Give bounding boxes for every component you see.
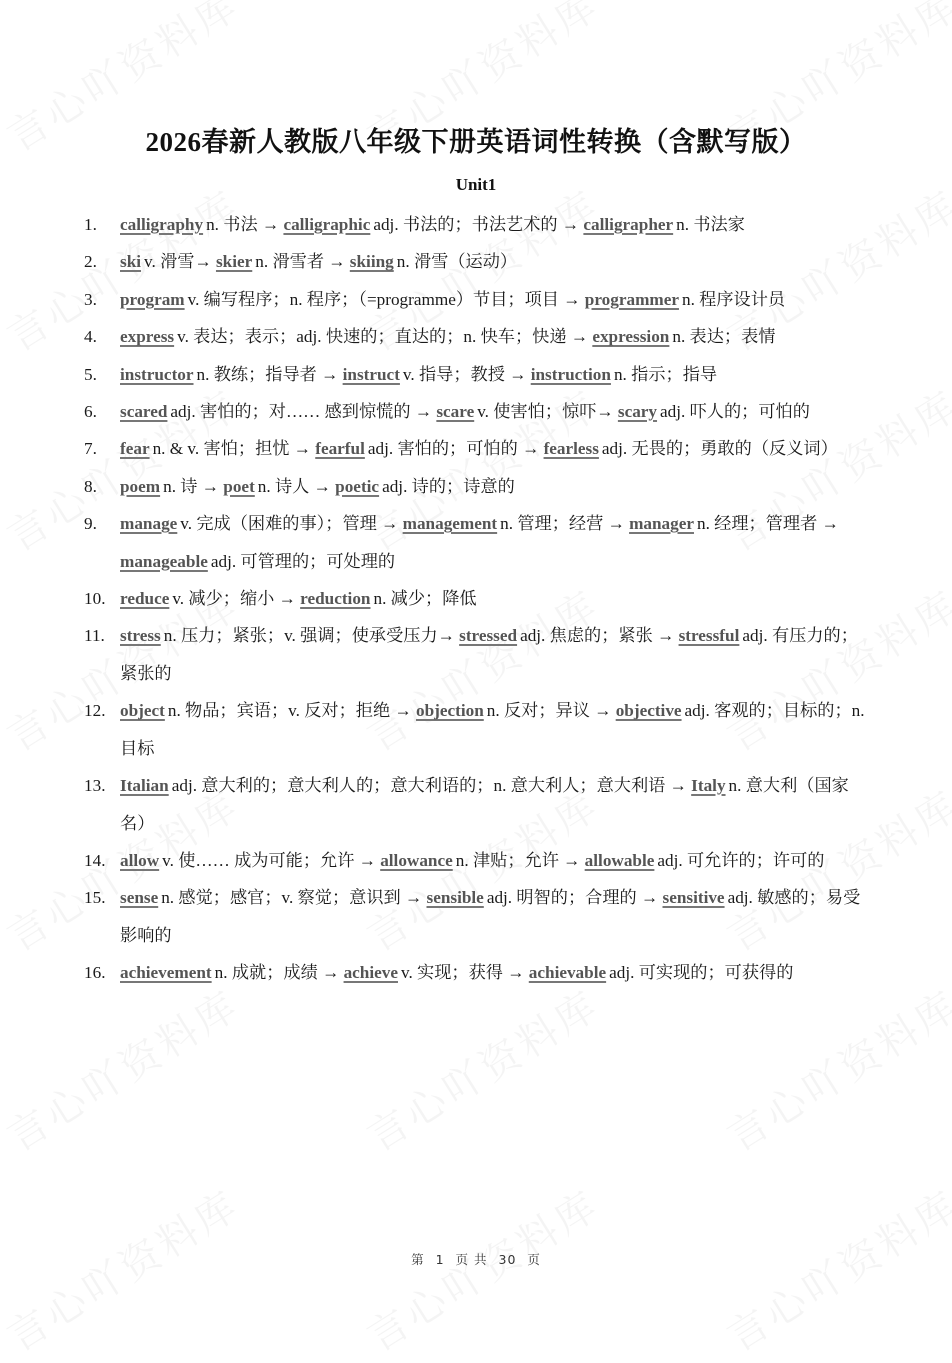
definition-text: n. 成就；成绩 → (214, 963, 340, 983)
answer-word: manageable (120, 551, 208, 571)
definition-text: v. 完成（困难的事）；管理 → (180, 514, 399, 534)
definition-text: n. 诗 → (163, 476, 219, 496)
definition-text: n. 表达；表情 (672, 327, 776, 347)
page-title: 2026春新人教版八年级下册英语词性转换（含默写版） (145, 127, 807, 157)
list-item (84, 842, 874, 879)
definition-text: n. 指示；指导 (613, 364, 718, 384)
answer-word: manage (120, 514, 178, 534)
answer-word: stress (120, 626, 161, 646)
item-number: 2. (84, 252, 97, 272)
list-item (84, 206, 874, 243)
item-number: 14. (84, 850, 106, 870)
answer-word: allowance (380, 850, 453, 870)
item-number: 15. (84, 888, 106, 908)
list-item (84, 505, 874, 580)
watermark-text (715, 974, 952, 1162)
answer-word: objection (415, 701, 484, 721)
list-item (84, 393, 874, 430)
answer-word: calligraphy (120, 215, 204, 234)
list-item (84, 879, 874, 954)
answer-word: fear (120, 439, 150, 459)
answer-word: poem (120, 476, 161, 496)
list-item (84, 318, 874, 355)
answer-word: objective (615, 701, 682, 721)
item-number: 12. (84, 701, 106, 721)
watermark-text (0, 1174, 249, 1362)
list-item (84, 356, 874, 393)
item-number: 16. (84, 963, 106, 983)
item-number: 7. (84, 439, 97, 459)
definition-text: n. & v. 害怕；担忧 → (152, 439, 311, 459)
item-number: 9. (84, 514, 97, 534)
watermark-text (355, 1174, 609, 1362)
definition-text: adj. 焦虑的；紧张 → (520, 626, 675, 646)
answer-word: scary (617, 402, 658, 422)
list-item (84, 767, 874, 842)
answer-word: Italian (120, 776, 169, 796)
list-item (84, 281, 874, 318)
definition-text: n. 教练；指导者 → (196, 364, 339, 384)
answer-word: object (120, 701, 165, 721)
answer-word: manager (629, 514, 694, 534)
footer-prefix: 第 (411, 1252, 425, 1267)
answer-word: achievable (528, 963, 607, 983)
watermark-text (0, 974, 249, 1162)
definition-text: n. 管理；经营 → (500, 514, 625, 534)
definition-text: adj. 可管理的；可处理的 (210, 551, 396, 571)
definition-text: adj. 有压力的；紧张的 (120, 626, 858, 683)
answer-word: scared (120, 402, 168, 422)
definition-text: adj. 无畏的；勇敢的（反义词） (601, 439, 838, 459)
definition-text: v. 减少；缩小 → (172, 589, 296, 609)
definition-text: n. 压力；紧张；v. 强调；使承受压力→ (163, 626, 455, 646)
definition-text: adj. 敏感的；易受影响的 (120, 888, 861, 945)
answer-word: Italy (691, 776, 726, 796)
item-number: 10. (84, 589, 106, 609)
current-page-number: 1 (435, 1252, 445, 1267)
definition-text: n. 书法 → (206, 215, 280, 234)
item-number: 8. (84, 476, 97, 496)
definition-text: n. 经理；管理者 → (696, 514, 839, 534)
item-number: 5. (84, 364, 97, 384)
answer-word: poet (223, 476, 255, 496)
definition-text: n. 减少；降低 (373, 589, 477, 609)
definition-text: n. 滑雪（运动） (396, 252, 518, 272)
answer-word: sensible (426, 888, 484, 908)
answer-word: ski (120, 252, 142, 272)
answer-word: management (402, 514, 498, 534)
definition-text: v. 使…… 成为可能；允许 → (162, 850, 376, 870)
definition-text: adj. 可实现的；可获得的 (609, 963, 794, 983)
definition-text: v. 表达；表示；adj. 快速的；直达的；n. 快车；快递 → (177, 327, 589, 347)
answer-word: reduction (300, 589, 371, 609)
definition-text: adj. 可允许的；许可的 (657, 850, 825, 870)
item-number: 3. (84, 289, 97, 309)
answer-word: program (120, 289, 185, 309)
answer-word: reduce (120, 589, 170, 609)
footer-suffix: 页 (527, 1252, 541, 1267)
item-number: 1. (84, 215, 97, 234)
answer-word: fearless (543, 439, 599, 459)
definition-text: n. 程序设计员 (681, 289, 786, 309)
definition-text: adj. 诗的；诗意的 (382, 476, 515, 496)
list-item (84, 617, 874, 692)
answer-word: allow (120, 850, 160, 870)
definition-text: adj. 害怕的；对…… 感到惊慌的 → (170, 402, 433, 422)
definition-text: adj. 吓人的；可怕的 (660, 402, 810, 422)
definition-text: v. 滑雪→ (144, 252, 212, 272)
answer-word: instruction (530, 364, 611, 384)
answer-word: calligrapher (583, 215, 674, 234)
answer-word: instruct (342, 364, 400, 384)
definition-text: n. 书法家 (676, 215, 745, 234)
answer-word: calligraphic (283, 215, 371, 234)
word-conversion-list (84, 206, 874, 992)
definition-text: v. 使害怕；惊吓→ (477, 402, 614, 422)
answer-word: fearful (315, 439, 365, 459)
answer-word: skiing (349, 252, 394, 272)
definition-text: adj. 害怕的；可怕的 → (367, 439, 544, 459)
definition-text: v. 指导；教授 → (402, 364, 527, 384)
definition-text: n. 意大利（国家名） (120, 776, 849, 833)
answer-word: poetic (335, 476, 380, 496)
page-footer (0, 1250, 952, 1268)
item-number: 6. (84, 402, 97, 422)
definition-text: n. 感觉；感官；v. 察觉；意识到 → (161, 888, 423, 908)
definition-text: v. 实现；获得 → (400, 963, 525, 983)
answer-word: stressed (459, 626, 518, 646)
answer-word: programmer (584, 289, 679, 309)
answer-word: expression (592, 327, 670, 347)
definition-text: n. 物品；宾语；v. 反对；拒绝 → (167, 701, 412, 721)
answer-word: scare (436, 402, 475, 422)
definition-text: adj. 客观的；目标的；n. 目标 (120, 701, 865, 758)
definition-text: adj. 书法的；书法艺术的 → (373, 215, 580, 234)
definition-text: v. 编写程序；n. 程序；（=programme）节目；项目 → (187, 289, 581, 309)
answer-word: achieve (343, 963, 398, 983)
definition-text: adj. 意大利的；意大利人的；意大利语的；n. 意大利人；意大利语 → (171, 776, 687, 796)
answer-word: allowable (584, 850, 655, 870)
list-item (84, 692, 874, 767)
watermark-text (715, 1174, 952, 1362)
answer-word: sense (120, 888, 159, 908)
item-number: 11. (84, 626, 105, 646)
watermark-text (355, 974, 609, 1162)
answer-word: express (120, 327, 175, 347)
item-number: 13. (84, 776, 106, 796)
total-pages: 30 (498, 1252, 517, 1267)
list-item (84, 954, 874, 991)
definition-text: adj. 明智的；合理的 → (486, 888, 659, 908)
item-number: 4. (84, 327, 97, 347)
footer-middle: 页 共 (455, 1252, 488, 1267)
definition-text: n. 诗人 → (257, 476, 331, 496)
definition-text: n. 滑雪者 → (255, 252, 346, 272)
answer-word: skier (215, 252, 253, 272)
list-item (84, 580, 874, 617)
answer-word: achievement (120, 963, 212, 983)
definition-text: n. 津贴；允许 → (455, 850, 581, 870)
answer-word: sensitive (662, 888, 725, 908)
list-item (84, 430, 874, 467)
unit-heading: Unit1 (455, 175, 497, 194)
list-item (84, 243, 874, 280)
answer-word: stressful (678, 626, 740, 646)
answer-word: instructor (120, 364, 194, 384)
definition-text: n. 反对；异议 → (486, 701, 612, 721)
list-item (84, 468, 874, 505)
